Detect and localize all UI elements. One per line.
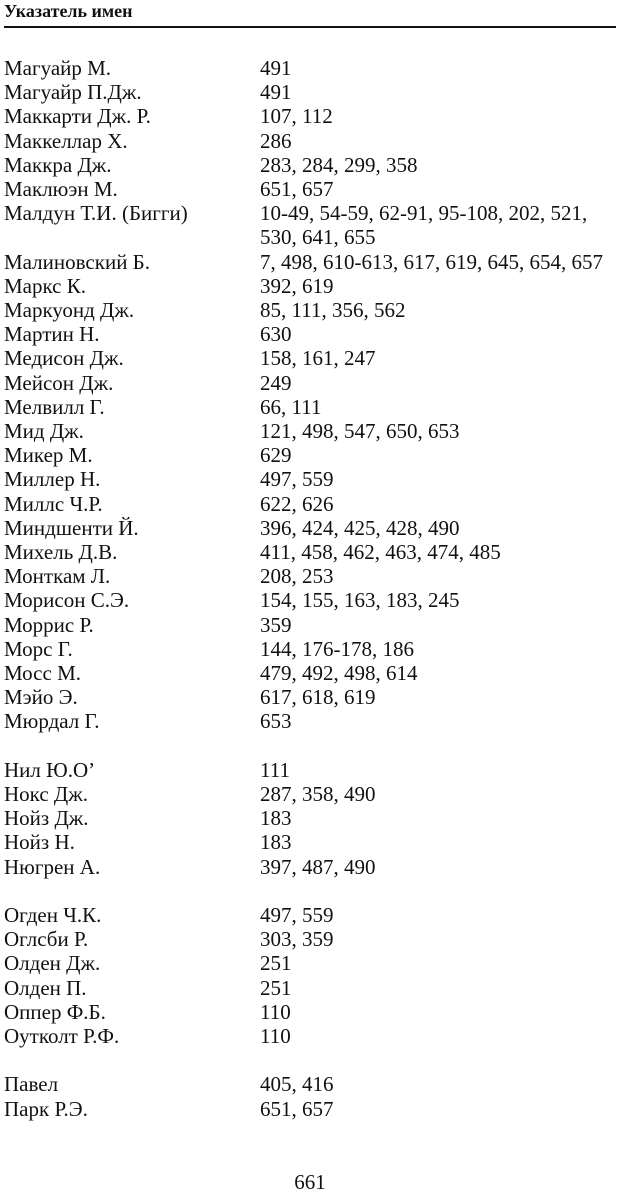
index-entry	[4, 855, 616, 879]
index-entry	[4, 709, 616, 733]
entry-pages: 107, 112	[260, 104, 333, 129]
entry-name: Парк Р.Э.	[4, 1096, 88, 1121]
entry-name: Маркуонд Дж.	[4, 298, 135, 323]
entry-name: Монткам Л.	[4, 564, 111, 589]
index-entry	[4, 564, 616, 588]
entry-name: Михель Д.В.	[4, 540, 118, 565]
entry-pages: 10-49, 54-59, 62-91, 95-108, 202, 521, 530, 641, 655	[260, 201, 588, 250]
entry-pages: 183	[260, 830, 292, 855]
index-entry	[4, 976, 616, 1000]
index-entry	[4, 419, 616, 443]
entry-name: Нил Ю.О’	[4, 757, 96, 782]
index-entry	[4, 516, 616, 540]
entry-pages: 629	[260, 443, 292, 468]
entry-name: Мэйо Э.	[4, 685, 78, 710]
entry-pages: 653	[260, 709, 292, 734]
entry-pages: 7, 498, 610-613, 617, 619, 645, 654, 657	[260, 249, 603, 274]
entry-pages: 396, 424, 425, 428, 490	[260, 515, 460, 540]
index-entry	[4, 153, 616, 177]
index-entry	[4, 129, 616, 153]
index-entry	[4, 588, 616, 612]
index-entry	[4, 492, 616, 516]
entry-name: Миллер Н.	[4, 467, 101, 492]
entry-pages: 183	[260, 806, 292, 831]
index-entry	[4, 298, 616, 322]
entry-name: Маккеллар X.	[4, 128, 128, 153]
entry-name: Малдун Т.И. (Бигги)	[4, 201, 188, 226]
index-entry	[4, 782, 616, 806]
page-number: 661	[294, 1170, 326, 1194]
entry-pages: 497, 559	[260, 467, 334, 492]
running-header	[4, 0, 616, 28]
index-entry	[4, 637, 616, 661]
entry-pages: 249	[260, 370, 292, 395]
index-entry	[4, 927, 616, 951]
index-entry	[4, 467, 616, 491]
entry-name: Олден Дж.	[4, 951, 101, 976]
entry-pages: 66, 111	[260, 394, 322, 419]
index-entry	[4, 903, 616, 927]
entry-pages: 411, 458, 462, 463, 474, 485	[260, 540, 501, 565]
entry-pages: 617, 618, 619	[260, 685, 376, 710]
entry-pages: 303, 359	[260, 927, 334, 952]
entry-pages: 497, 559	[260, 903, 334, 928]
entry-pages: 479, 492, 498, 614	[260, 661, 418, 686]
index-entry	[4, 371, 616, 395]
index-entry	[4, 201, 616, 249]
entry-pages: 491	[260, 56, 292, 80]
index-entry	[4, 1024, 616, 1048]
entry-name: Маккра Дж.	[4, 152, 112, 177]
index-entry	[4, 250, 616, 274]
entry-name: Магуайр П.Дж.	[4, 80, 142, 105]
index-entry	[4, 322, 616, 346]
entry-name: Оутколт Р.Ф.	[4, 1024, 120, 1049]
entry-pages: 144, 176-178, 186	[260, 636, 414, 661]
index-entry	[4, 274, 616, 298]
entry-name: Нокс Дж.	[4, 782, 88, 807]
entry-name: Морс Г.	[4, 636, 73, 661]
entry-pages: 251	[260, 951, 292, 976]
entry-name: Малиновский Б.	[4, 249, 150, 274]
index-entry	[4, 1072, 616, 1096]
index-entry	[4, 346, 616, 370]
index-letter-group	[4, 1072, 616, 1120]
entry-pages: 359	[260, 612, 292, 637]
index-entry	[4, 951, 616, 975]
index-entry	[4, 104, 616, 128]
entry-name: Олден П.	[4, 975, 87, 1000]
header-title: Указатель имен	[4, 1, 133, 21]
entry-pages: 651, 657	[260, 177, 334, 202]
entry-name: Мартин Н.	[4, 322, 100, 347]
entry-name: Мюрдал Г.	[4, 709, 100, 734]
index-entry	[4, 758, 616, 782]
entry-pages: 110	[260, 999, 291, 1024]
index-entry	[4, 56, 616, 80]
entry-name: Маркс К.	[4, 273, 87, 298]
entry-name: Нойз Н.	[4, 830, 75, 855]
entry-pages: 491	[260, 80, 292, 105]
entry-name: Маккарти Дж. Р.	[4, 104, 151, 129]
index-entry	[4, 177, 616, 201]
entry-pages: 405, 416	[260, 1072, 334, 1097]
index-entry	[4, 1000, 616, 1024]
entry-name: Огден Ч.К.	[4, 903, 102, 928]
index-entry	[4, 685, 616, 709]
entry-pages: 110	[260, 1024, 291, 1049]
index-entry	[4, 613, 616, 637]
entry-name: Магуайр М.	[4, 56, 112, 80]
entry-pages: 121, 498, 547, 650, 653	[260, 419, 460, 444]
index-entry	[4, 806, 616, 830]
entry-name: Морисон С.Э.	[4, 588, 130, 613]
index-letter-group	[4, 56, 616, 734]
entry-name: Миллс Ч.Р.	[4, 491, 103, 516]
entry-name: Нюгрен А.	[4, 854, 101, 879]
entry-pages: 111	[260, 757, 290, 782]
entry-pages: 283, 284, 299, 358	[260, 152, 418, 177]
entry-pages: 85, 111, 356, 562	[260, 298, 406, 323]
index-entry	[4, 443, 616, 467]
entry-pages: 158, 161, 247	[260, 346, 376, 371]
name-index-list	[4, 56, 616, 1121]
entry-name: Мосс М.	[4, 661, 81, 686]
entry-pages: 397, 487, 490	[260, 854, 376, 879]
entry-name: Маклюэн М.	[4, 177, 118, 202]
index-entry	[4, 540, 616, 564]
entry-name: Павел	[4, 1072, 59, 1097]
entry-pages: 208, 253	[260, 564, 334, 589]
entry-pages: 392, 619	[260, 273, 334, 298]
entry-pages: 287, 358, 490	[260, 782, 376, 807]
index-entry	[4, 661, 616, 685]
entry-name: Мелвилл Г.	[4, 394, 105, 419]
entry-name: Мид Дж.	[4, 419, 84, 444]
entry-pages: 286	[260, 128, 292, 153]
entry-pages: 154, 155, 163, 183, 245	[260, 588, 460, 613]
entry-name: Оглсби Р.	[4, 927, 89, 952]
entry-name: Моррис Р.	[4, 612, 94, 637]
entry-name: Мейсон Дж.	[4, 370, 114, 395]
index-letter-group	[4, 758, 616, 879]
entry-pages: 630	[260, 322, 292, 347]
entry-name: Микер М.	[4, 443, 93, 468]
entry-pages: 651, 657	[260, 1096, 334, 1121]
entry-name: Медисон Дж.	[4, 346, 124, 371]
index-entry	[4, 1097, 616, 1121]
entry-name: Миндшенти Й.	[4, 515, 139, 540]
index-entry	[4, 830, 616, 854]
entry-pages: 622, 626	[260, 491, 334, 516]
index-letter-group	[4, 903, 616, 1048]
entry-name: Оппер Ф.Б.	[4, 999, 106, 1024]
entry-name: Нойз Дж.	[4, 806, 89, 831]
entry-pages: 251	[260, 975, 292, 1000]
index-entry	[4, 395, 616, 419]
index-entry	[4, 80, 616, 104]
